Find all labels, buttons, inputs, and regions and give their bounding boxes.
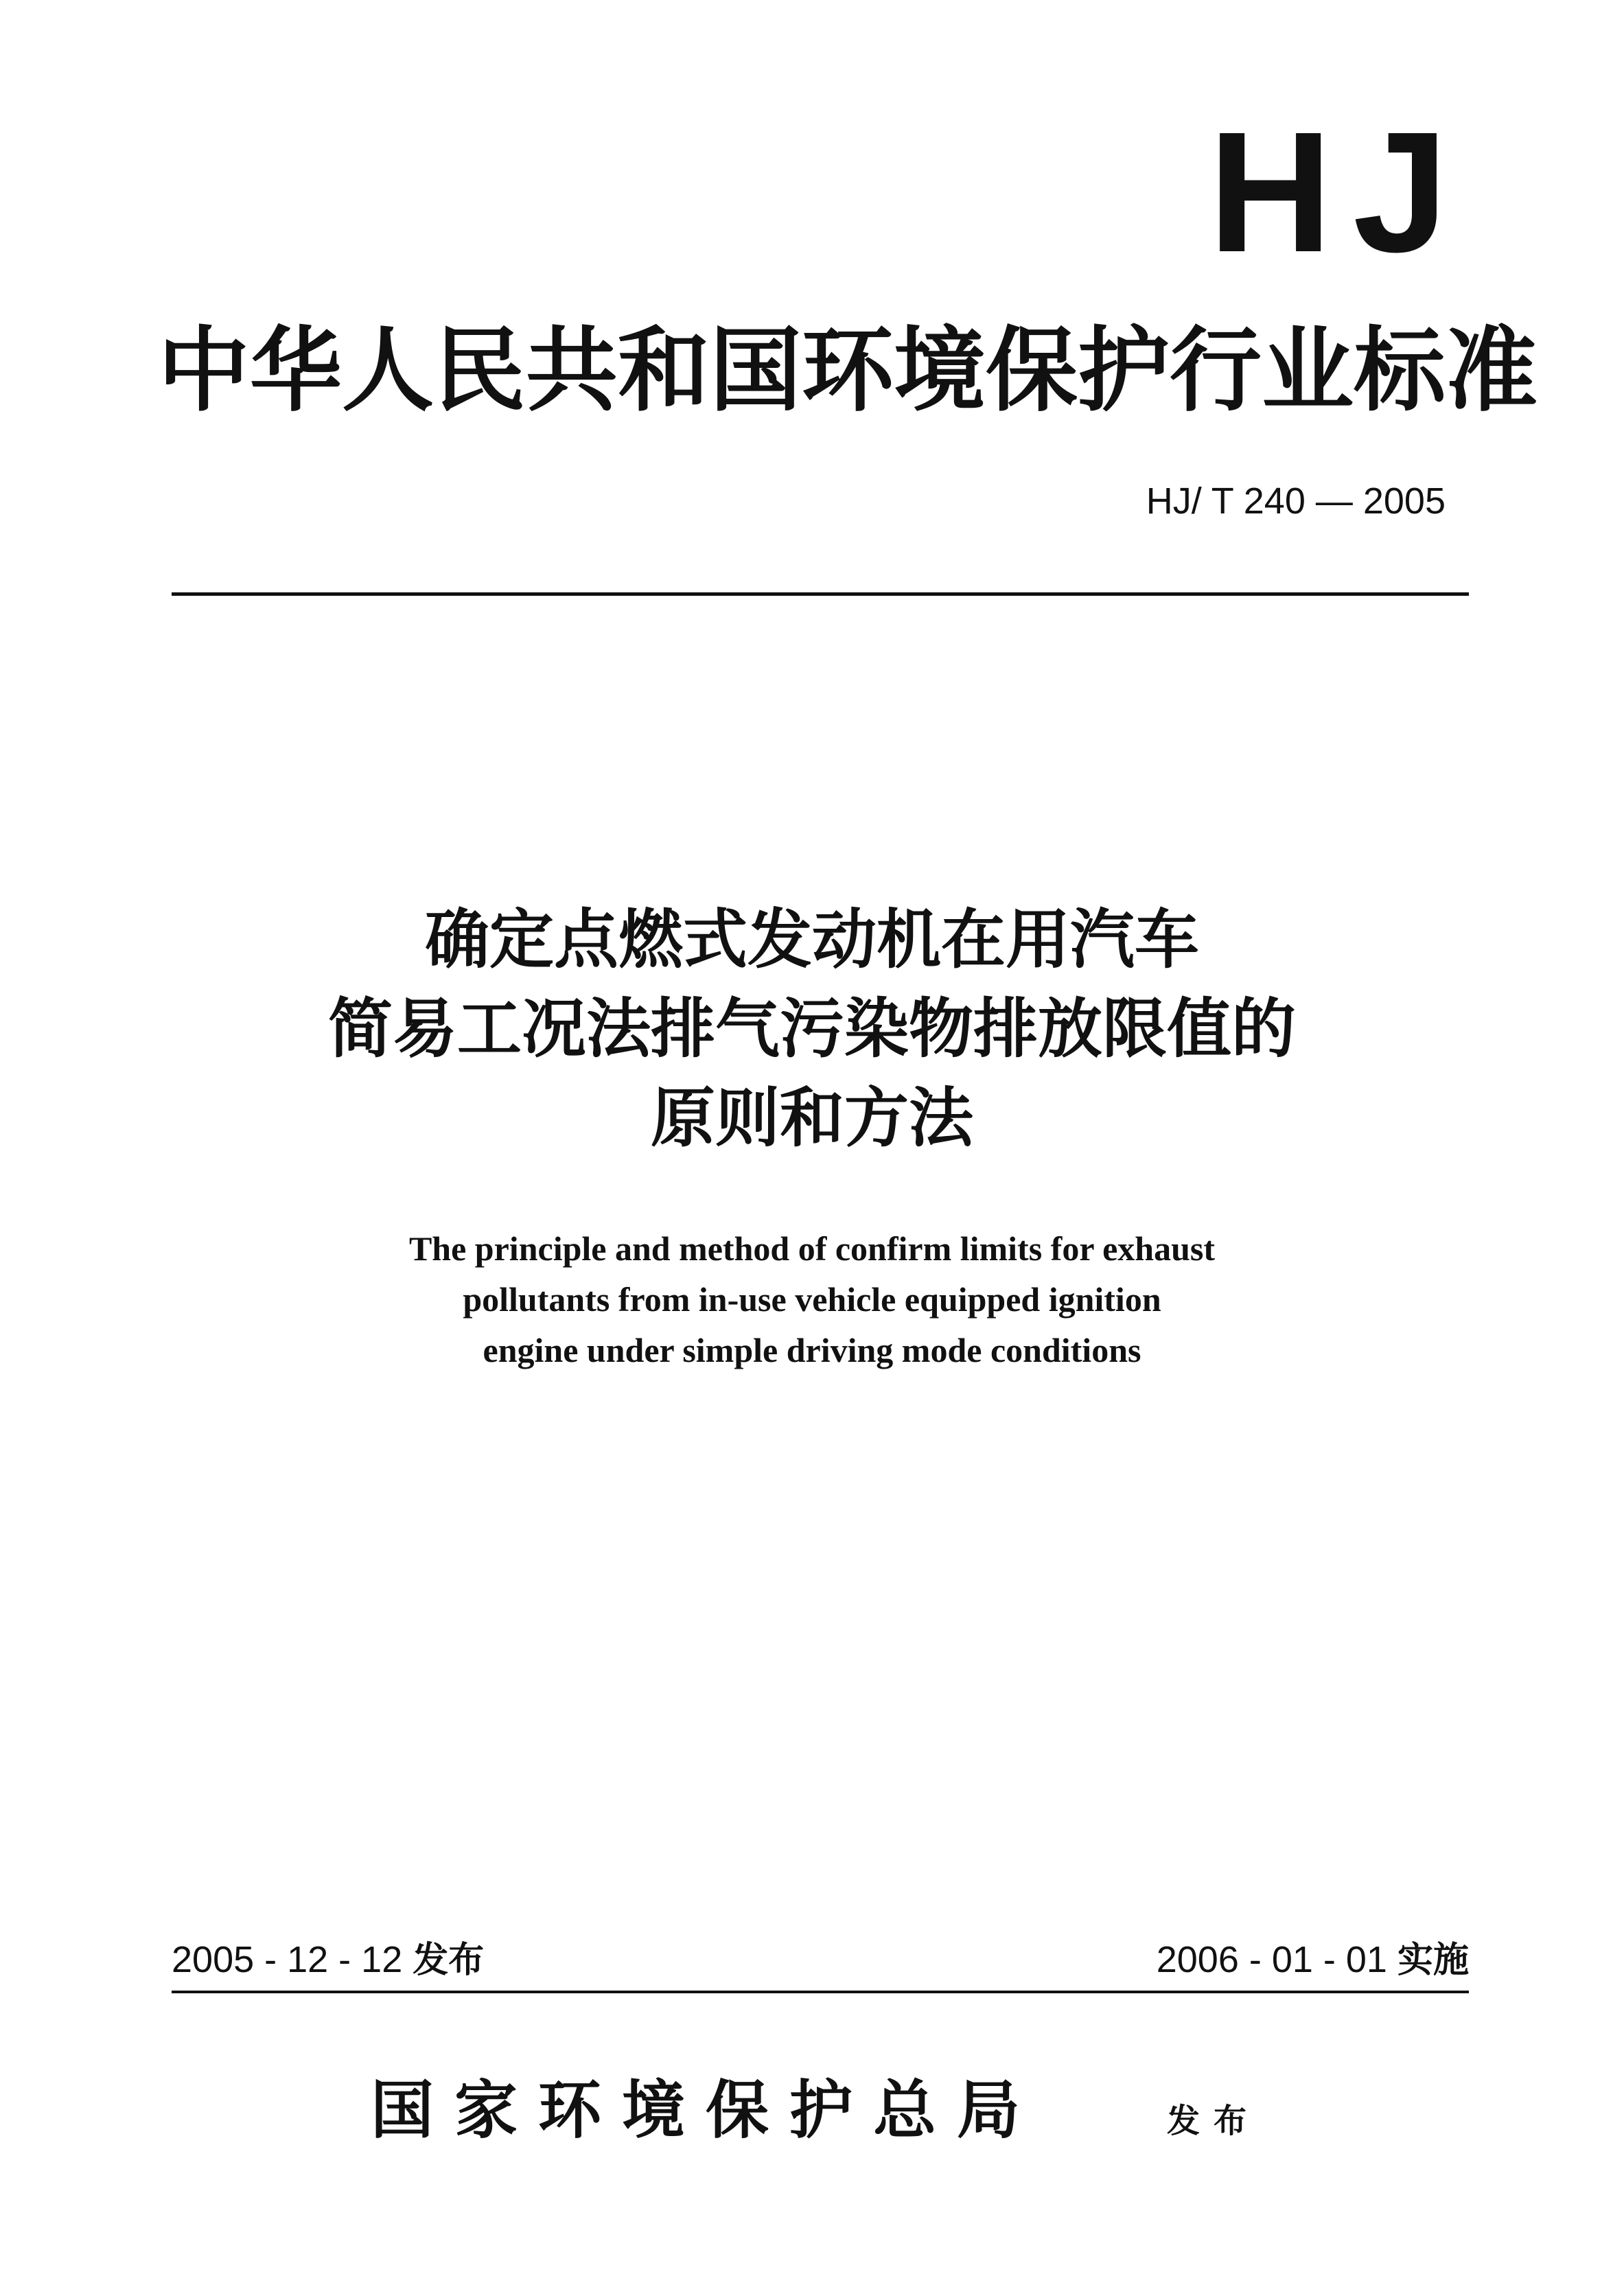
implementation-date — [1157, 1932, 1469, 1987]
title-en-line-3: engine under simple driving mode conditions — [483, 1331, 1141, 1369]
footer-divider — [172, 1991, 1469, 1993]
standard-number: HJ/ T 240 — 2005 — [1146, 480, 1446, 522]
issue-date-value: 2005 - 12 - 12 — [172, 1939, 403, 1980]
implementation-date-value: 2006 - 01 - 01 — [1156, 1939, 1387, 1980]
issue-date — [172, 1932, 484, 1987]
issuing-authority: 国家环境保护总局 — [371, 2074, 1041, 2147]
issue-date-label: 发布 — [413, 1940, 485, 1981]
header-divider — [172, 592, 1469, 596]
title-en-line-1: The principle and method of confirm limits for exhaust — [408, 1229, 1216, 1268]
issuer-action-label: 发布 — [1167, 2102, 1261, 2140]
org-title: 中华人民共和国环境保护行业标准 — [158, 317, 1538, 424]
title-en-line-2: pollutants from in-use vehicle equipped ignition — [463, 1280, 1161, 1319]
title-cn-line-2: 简易工况法排气污染物排放限值的 — [327, 992, 1296, 1067]
standard-logo: HJ — [1208, 96, 1469, 288]
title-cn-line-3: 原则和方法 — [650, 1081, 973, 1156]
implementation-date-label: 实施 — [1397, 1940, 1469, 1981]
title-cn-line-1: 确定点燃式发动机在用汽车 — [424, 903, 1199, 977]
